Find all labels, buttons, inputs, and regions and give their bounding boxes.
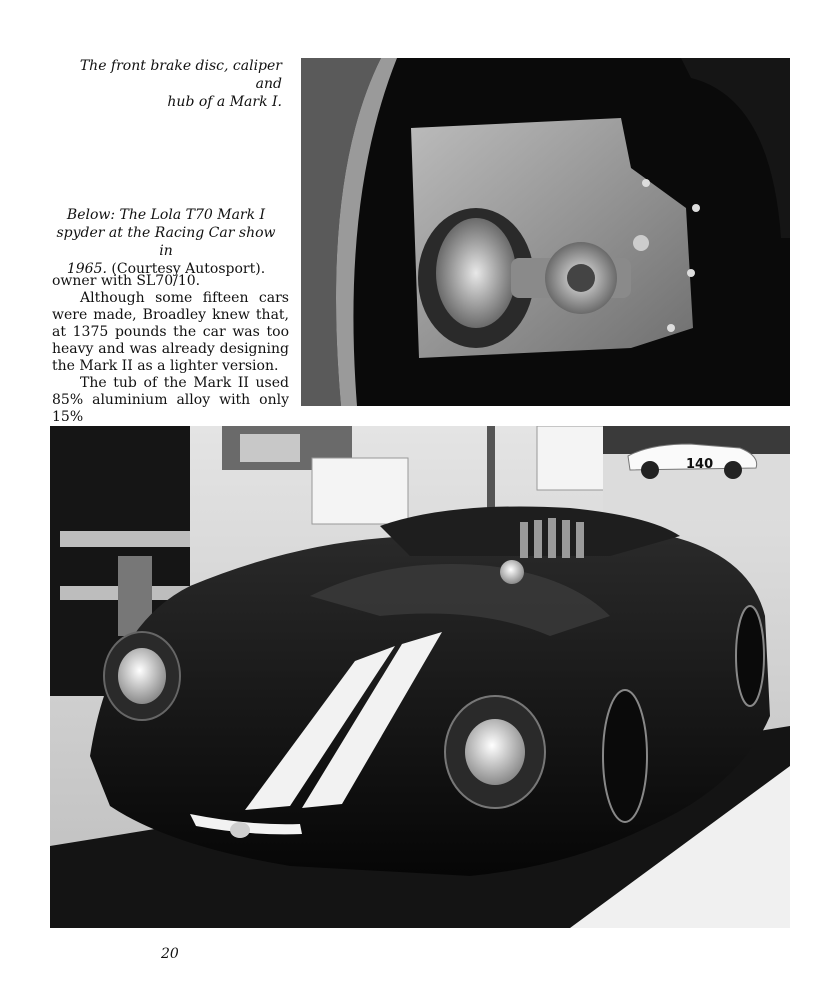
body-text: [52, 273, 289, 426]
paragraph: owner with SL70/10.: [52, 273, 201, 289]
page-number: 20: [161, 946, 179, 962]
caption-line: hub of a Mark I.: [167, 94, 282, 110]
paragraph: The tub of the Mark II used 85% aluminium alloy with only 15%: [52, 375, 289, 425]
lola-t70-spyder-photo: [50, 426, 790, 928]
caption-line: The front brake disc, caliper and: [79, 58, 282, 92]
caption-line: Below: The Lola T70 Mark I: [66, 207, 266, 223]
caption-year: 1965.: [66, 261, 107, 277]
paragraph: Although some fifteen cars were made, Broadley knew that, at 1375 pounds the car was too heavy and was already designing the Mark II as a lighter version.: [52, 290, 289, 374]
caption-line: spyder at the Racing Car show in: [56, 225, 276, 259]
caption-car-photo: [50, 206, 282, 278]
race-car-number: 140: [686, 457, 714, 472]
caption-brake-photo: [52, 57, 282, 111]
caption-credit: (Courtesy Autosport).: [111, 261, 266, 277]
brake-hub-photo: [301, 58, 790, 406]
